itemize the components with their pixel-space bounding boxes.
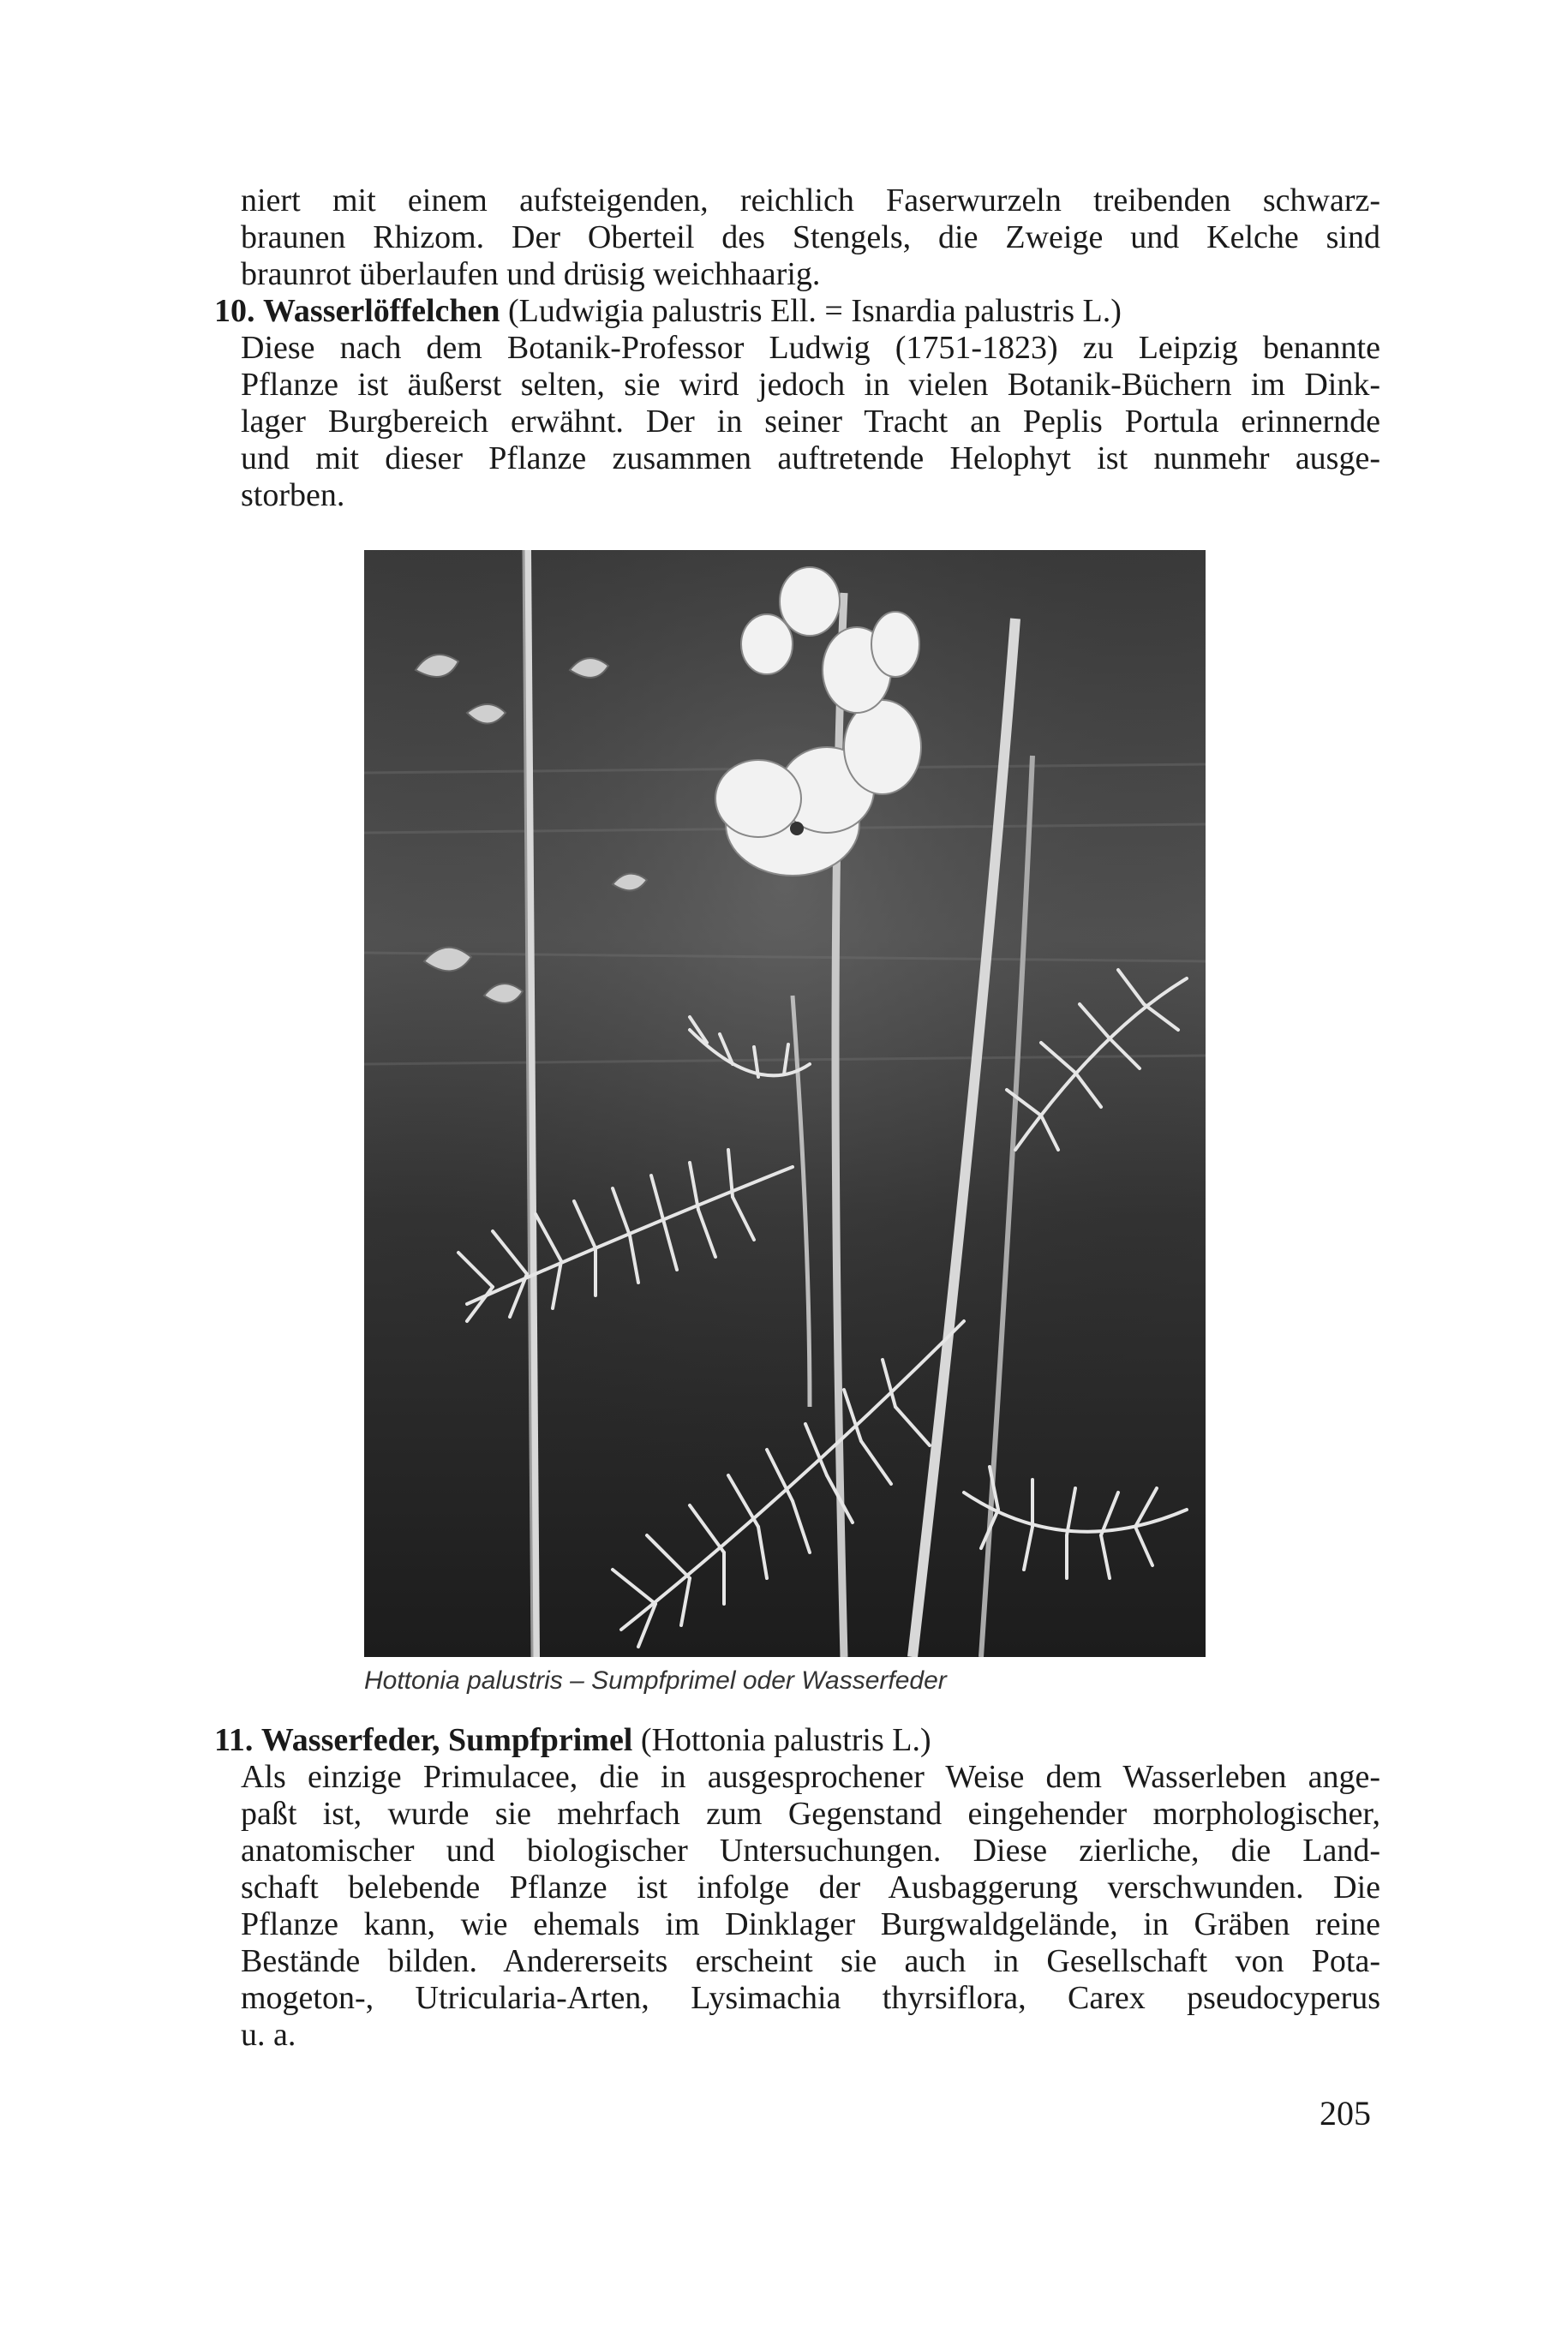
entry-name: Wasserfeder, Sumpfprimel bbox=[260, 1722, 633, 1758]
figure-caption: Hottonia palustris – Sumpfprimel oder Wasserfeder bbox=[364, 1666, 947, 1695]
entry-scientific-name: (Hottonia palustris L.) bbox=[632, 1722, 931, 1758]
entry-11-body bbox=[241, 1759, 1380, 2054]
entry-scientific-name: (Ludwigia palustris Ell. = Isnardia palustris L.) bbox=[500, 293, 1122, 329]
entry-11-heading bbox=[214, 1722, 1380, 1759]
text-line: paßt ist, wurde sie mehrfach zum Gegenstand eingehender morphologischer, bbox=[241, 1796, 1380, 1832]
hottonia-drawing bbox=[364, 550, 1206, 1657]
entry-10-body bbox=[241, 330, 1380, 514]
text-line: und mit dieser Pflanze zusammen auftretende Helophyt ist nunmehr ausge- bbox=[241, 440, 1380, 476]
text-line: storben. bbox=[241, 477, 345, 513]
entry-name: Wasserlöffelchen bbox=[263, 293, 500, 329]
entry-number: 10. bbox=[214, 293, 255, 329]
text-line: lager Burgbereich erwähnt. Der in seiner Tracht an Peplis Portula erinnernde bbox=[241, 404, 1380, 440]
entry-10-heading bbox=[214, 293, 1380, 330]
text-line: Pflanze ist äußerst selten, sie wird jedoch in vielen Botanik-Büchern im Dink- bbox=[241, 367, 1380, 403]
text-line: u. a. bbox=[241, 2017, 296, 2053]
text-line: braunen Rhizom. Der Oberteil des Stengels, die Zweige und Kelche sind bbox=[241, 219, 1380, 255]
intro-paragraph bbox=[241, 182, 1380, 293]
text-line: Pflanze kann, wie ehemals im Dinklager Burgwaldgelände, in Gräben reine bbox=[241, 1906, 1380, 1942]
text-line: schaft belebende Pflanze ist infolge der Ausbaggerung verschwunden. Die bbox=[241, 1869, 1380, 1905]
text-line: Diese nach dem Botanik-Professor Ludwig (1751-1823) zu Leipzig benannte bbox=[241, 330, 1380, 366]
text-line: anatomischer und biologischer Untersuchungen. Diese zierliche, die Land- bbox=[241, 1833, 1380, 1869]
botanical-illustration bbox=[364, 550, 1206, 1657]
text-line: niert mit einem aufsteigenden, reichlich Faserwurzeln treibenden schwarz- bbox=[241, 182, 1380, 218]
entry-number: 11. bbox=[214, 1722, 254, 1758]
text-line: Als einzige Primulacee, die in ausgesprochener Weise dem Wasserleben ange- bbox=[241, 1759, 1380, 1795]
text-line: Bestände bilden. Andererseits erscheint sie auch in Gesellschaft von Pota- bbox=[241, 1943, 1380, 1979]
text-line: braunrot überlaufen und drüsig weichhaarig. bbox=[241, 256, 821, 292]
page-number: 205 bbox=[1320, 2094, 1371, 2133]
text-line: mogeton-, Utricularia-Arten, Lysimachia thyrsiflora, Carex pseudocyperus bbox=[241, 1980, 1380, 2016]
